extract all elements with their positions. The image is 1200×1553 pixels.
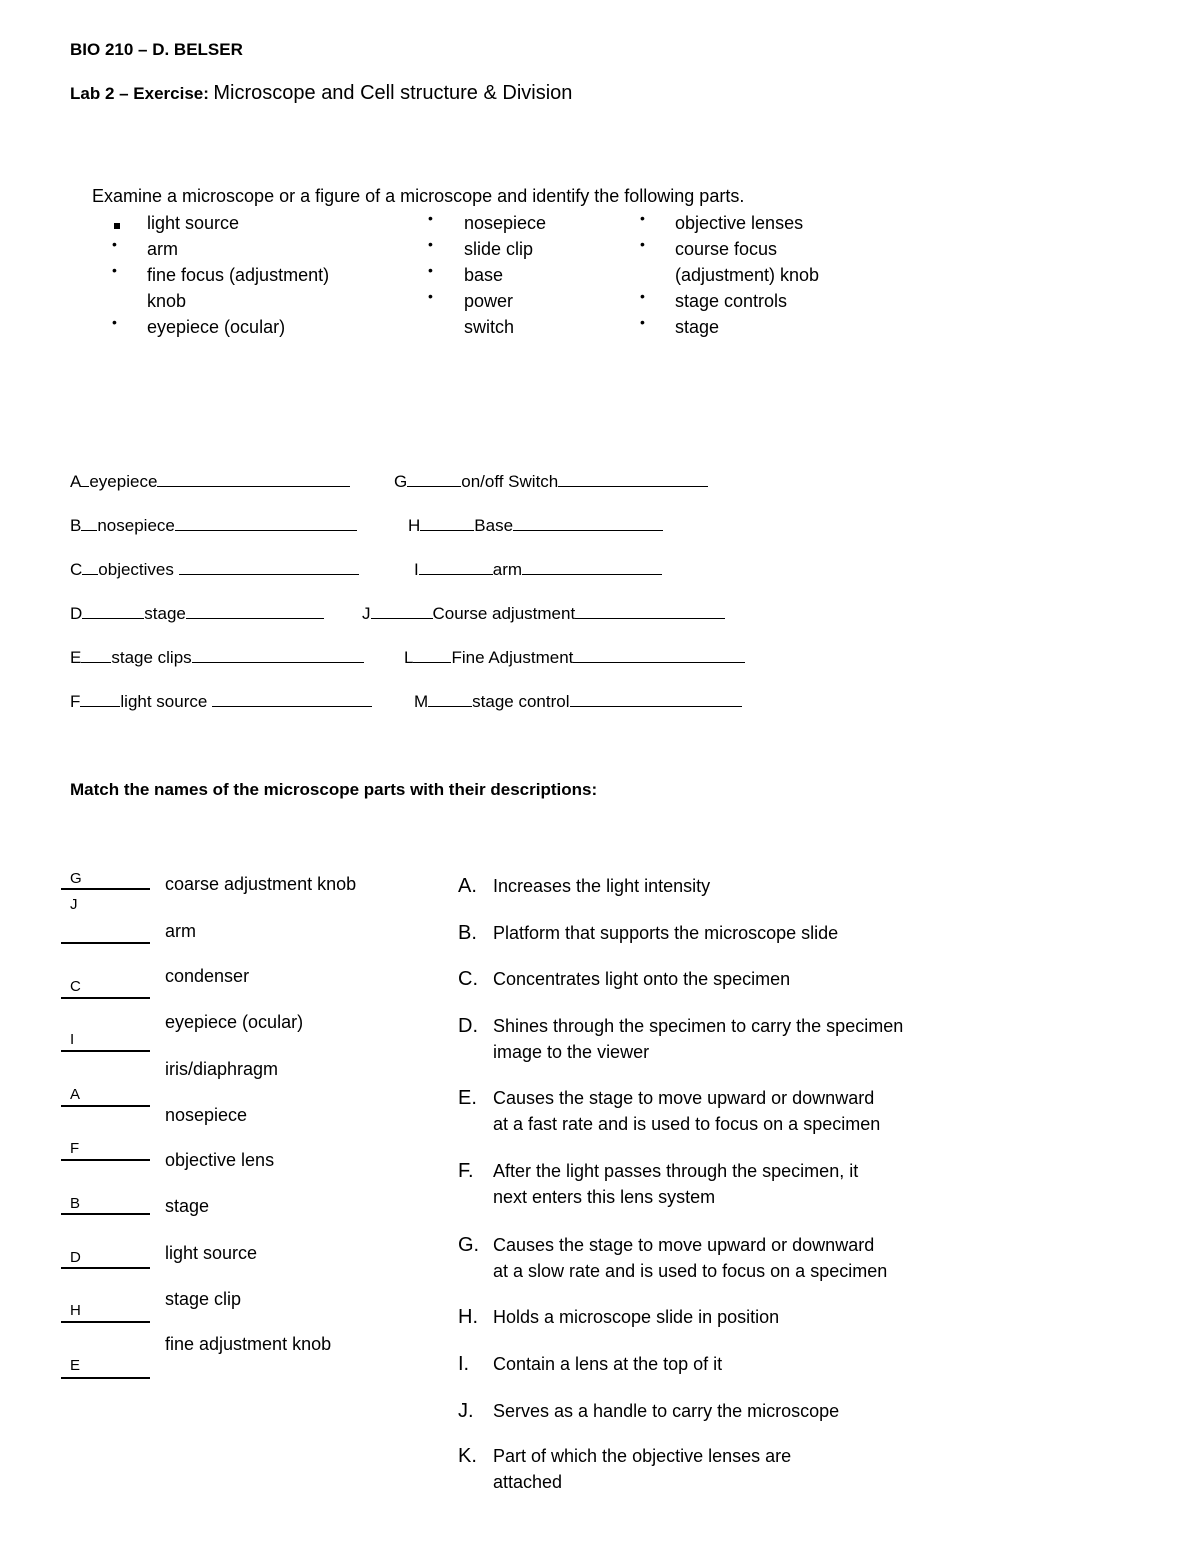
label-answer: eyepiece <box>89 472 158 491</box>
match-term: fine adjustment knob <box>165 1334 332 1354</box>
match-answer: I <box>70 1031 75 1048</box>
part-item: light source <box>147 213 240 233</box>
part-item: stage controls <box>675 291 788 311</box>
match-term: stage clip <box>165 1289 242 1309</box>
description-text: Holds a microscope slide in position <box>493 1307 780 1327</box>
match-answer: G <box>70 870 82 887</box>
description-text: Contain a lens at the top of it <box>493 1354 723 1374</box>
bullet-icon: • <box>428 210 433 226</box>
lab-title: Microscope and Cell structure & Division <box>213 82 573 104</box>
label-row-m <box>414 692 742 712</box>
match-answer: C <box>70 978 81 995</box>
label-row-j <box>362 604 725 624</box>
part-item: slide clip <box>464 239 534 259</box>
label-answer: stage clips <box>111 648 192 667</box>
answer-line <box>61 997 150 999</box>
part-item: arm <box>147 239 178 259</box>
part-item: eyepiece (ocular) <box>147 317 286 337</box>
label-row-f <box>70 692 372 712</box>
label-letter: L <box>404 648 414 667</box>
match-term: eyepiece (ocular) <box>165 1012 304 1032</box>
answer-line <box>61 1213 150 1215</box>
answer-line <box>61 942 150 944</box>
answer-line <box>61 1321 150 1323</box>
label-row-i <box>414 560 662 580</box>
label-answer: on/off Switch <box>461 472 559 491</box>
description-text: Increases the light intensity <box>493 876 711 896</box>
part-item: base <box>464 265 504 285</box>
label-answer: Fine Adjustment <box>451 648 574 667</box>
bullet-icon: • <box>112 236 117 252</box>
description-text: Serves as a handle to carry the microscope <box>493 1401 840 1421</box>
match-term: coarse adjustment knob <box>165 874 357 894</box>
label-row-c <box>70 560 359 580</box>
part-item: nosepiece <box>464 213 547 233</box>
bullet-icon: • <box>640 288 645 304</box>
label-row-g <box>394 472 708 492</box>
bullet-icon: • <box>428 288 433 304</box>
description-text: Concentrates light onto the specimen <box>493 969 791 989</box>
label-row-e <box>70 648 364 668</box>
answer-line <box>61 1050 150 1052</box>
part-item: objective lenses <box>675 213 804 233</box>
bullet-square-icon <box>114 210 120 236</box>
match-term: stage <box>165 1196 210 1216</box>
match-answer: D <box>70 1249 81 1266</box>
match-answer: B <box>70 1195 81 1212</box>
label-answer: light source <box>120 692 208 711</box>
label-row-l <box>404 648 745 668</box>
match-answer: A <box>70 1086 81 1103</box>
label-letter: C <box>70 560 83 579</box>
description-text: After the light passes through the specimen, it <box>493 1161 859 1181</box>
match-answer: F <box>70 1140 80 1157</box>
lab-title-line <box>70 82 572 105</box>
description-text: Causes the stage to move upward or downward <box>493 1235 875 1255</box>
label-letter: J <box>362 604 371 623</box>
bullet-icon: • <box>112 262 117 278</box>
label-answer: arm <box>492 560 523 579</box>
part-item: course focus <box>675 239 778 259</box>
label-answer: Course adjustment <box>432 604 576 623</box>
match-term: arm <box>165 921 196 941</box>
description-text: Causes the stage to move upward or downward <box>493 1088 875 1108</box>
match-answer: E <box>70 1357 81 1374</box>
description-text: Part of which the objective lenses are <box>493 1446 792 1466</box>
description-letter: D. <box>458 1015 478 1037</box>
label-row-d <box>70 604 324 624</box>
course-header: BIO 210 – D. BELSER <box>70 40 243 59</box>
description-text: Shines through the specimen to carry the specimen <box>493 1016 904 1036</box>
label-letter: E <box>70 648 82 667</box>
label-row-b <box>70 516 357 536</box>
match-term: objective lens <box>165 1150 275 1170</box>
label-answer: nosepiece <box>97 516 175 535</box>
label-answer: objectives <box>98 560 174 579</box>
description-letter: E. <box>458 1087 477 1109</box>
part-item: knob <box>147 291 187 311</box>
answer-line <box>61 1159 150 1161</box>
description-text: attached <box>493 1472 563 1492</box>
label-letter: B <box>70 516 82 535</box>
bullet-icon: • <box>640 314 645 330</box>
description-text: at a slow rate and is used to focus on a specimen <box>493 1261 888 1281</box>
answer-line <box>61 888 150 890</box>
label-answer: stage control <box>472 692 570 711</box>
part-item: stage <box>675 317 720 337</box>
label-answer: Base <box>474 516 514 535</box>
bullet-icon: • <box>112 314 117 330</box>
bullet-icon: • <box>428 236 433 252</box>
description-letter: A. <box>458 875 477 897</box>
label-letter: D <box>70 604 83 623</box>
match-answer: H <box>70 1302 81 1319</box>
description-letter: J. <box>458 1400 474 1422</box>
bullet-icon: • <box>640 210 645 226</box>
answer-line <box>61 1267 150 1269</box>
match-answer: J <box>70 896 78 913</box>
label-letter: H <box>408 516 421 535</box>
label-letter: M <box>414 692 429 711</box>
label-row-h <box>408 516 663 536</box>
part-item: fine focus (adjustment) <box>147 265 330 285</box>
label-letter: G <box>394 472 408 491</box>
bullet-icon: • <box>640 236 645 252</box>
description-letter: K. <box>458 1445 477 1467</box>
match-heading: Match the names of the microscope parts with their descriptions: <box>70 780 598 799</box>
description-text: Platform that supports the microscope slide <box>493 923 839 943</box>
match-term: condenser <box>165 966 250 986</box>
match-term: iris/diaphragm <box>165 1059 279 1079</box>
lab-prefix: Lab 2 – Exercise: <box>70 84 209 103</box>
part-item: (adjustment) knob <box>675 265 820 285</box>
description-letter: F. <box>458 1160 474 1182</box>
description-text: next enters this lens system <box>493 1187 716 1207</box>
description-text: at a fast rate and is used to focus on a specimen <box>493 1114 881 1134</box>
answer-line <box>61 1105 150 1107</box>
description-letter: B. <box>458 922 477 944</box>
description-letter: I. <box>458 1353 470 1375</box>
match-term: light source <box>165 1243 258 1263</box>
description-letter: H. <box>458 1306 478 1328</box>
description-letter: C. <box>458 968 478 990</box>
part-item: switch <box>464 317 515 337</box>
parts-intro: Examine a microscope or a figure of a microscope and identify the following parts. <box>92 186 745 206</box>
answer-line <box>61 1377 150 1379</box>
description-letter: G. <box>458 1234 480 1256</box>
label-row-a <box>70 472 350 492</box>
part-item: power <box>464 291 514 311</box>
label-letter: I <box>414 560 419 579</box>
label-letter: A <box>70 472 82 491</box>
bullet-icon: • <box>428 262 433 278</box>
label-letter: F <box>70 692 81 711</box>
match-term: nosepiece <box>165 1105 248 1125</box>
label-answer: stage <box>144 604 186 623</box>
description-text: image to the viewer <box>493 1042 650 1062</box>
